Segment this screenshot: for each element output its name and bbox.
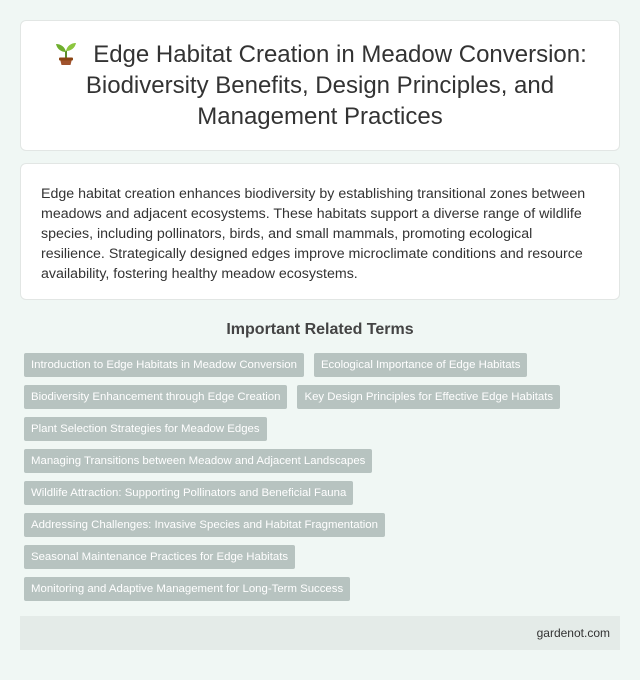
term-tag[interactable]: Key Design Principles for Effective Edge Habitats xyxy=(297,385,560,409)
term-tag[interactable]: Plant Selection Strategies for Meadow Edges xyxy=(24,417,267,441)
term-tag[interactable]: Addressing Challenges: Invasive Species and Habitat Fragmentation xyxy=(24,513,385,537)
page-title xyxy=(45,39,595,132)
term-tag[interactable]: Monitoring and Adaptive Management for Long-Term Success xyxy=(24,577,350,601)
title-text: Edge Habitat Creation in Meadow Conversion: Biodiversity Benefits, Design Principles, and Management Practices xyxy=(85,41,587,130)
term-tag[interactable]: Ecological Importance of Edge Habitats xyxy=(314,353,527,377)
related-terms-heading: Important Related Terms xyxy=(226,321,414,338)
term-tag[interactable]: Managing Transitions between Meadow and Adjacent Landscapes xyxy=(24,449,372,473)
summary-text: Edge habitat creation enhances biodiversity by establishing transitional zones between meadows and adjacent ecosystems. These habitats support a diverse range of wildlife species, including pollinators, birds, and small mammals, promoting ecological resilience. Strategically designed edges improve microclimate conditions and resource availability, fostering healthy meadow ecosystems. xyxy=(41,186,586,282)
term-tag[interactable]: Seasonal Maintenance Practices for Edge Habitats xyxy=(24,545,295,569)
footer xyxy=(20,616,620,650)
summary-card xyxy=(20,163,620,300)
term-tag[interactable]: Biodiversity Enhancement through Edge Creation xyxy=(24,385,287,409)
term-tag[interactable]: Wildlife Attraction: Supporting Pollinators and Beneficial Fauna xyxy=(24,481,353,505)
related-terms-list xyxy=(24,353,624,601)
footer-site-link[interactable]: gardenot.com xyxy=(536,626,610,640)
term-tag[interactable]: Introduction to Edge Habitats in Meadow Conversion xyxy=(24,353,304,377)
sprout-icon xyxy=(53,39,79,65)
title-card xyxy=(20,20,620,151)
